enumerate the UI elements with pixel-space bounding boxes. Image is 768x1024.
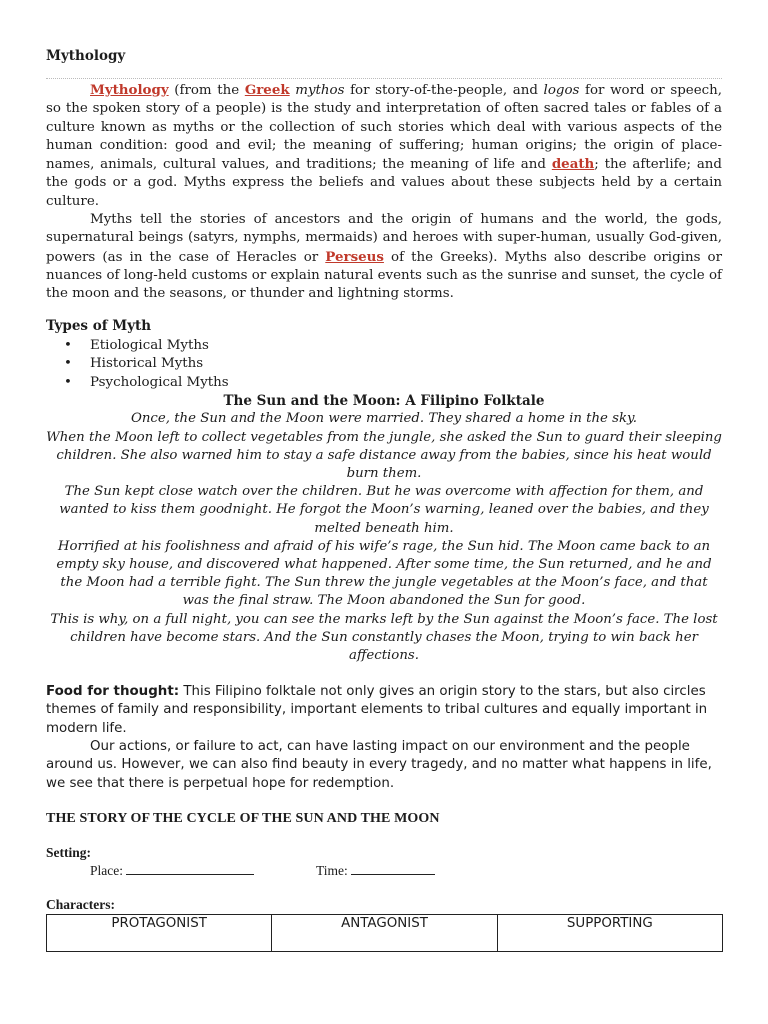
place-label: Place: — [90, 862, 123, 878]
setting-label: Setting: — [46, 844, 91, 860]
column-antagonist[interactable]: ANTAGONIST — [272, 914, 497, 951]
link-greek[interactable]: Greek — [244, 82, 290, 98]
table-row — [47, 914, 723, 951]
myths-text-2: of the Greeks). Myths also describe origins or nuances of long-held customs or explain natural events such as the sunrise and sunset, the cycle of the moon and the seasons, or thunder and lightning storms. — [46, 249, 722, 302]
link-mythology[interactable]: Mythology — [90, 82, 169, 98]
list-item — [64, 374, 722, 393]
bullet-icon: • — [64, 374, 72, 390]
cycle-heading: THE STORY OF THE CYCLE OF THE SUN AND THE MOON — [46, 810, 440, 826]
list-item — [64, 337, 722, 356]
bullet-icon: • — [64, 356, 72, 372]
list-item-label: Etiological Myths — [90, 337, 209, 353]
intro-text-5: ; the afterlife; and the gods or a god. Myths express the beliefs and values about these subjects held by a certain culture. — [46, 157, 722, 209]
place-field — [90, 863, 254, 879]
story-title: The Sun and the Moon: A Filipino Folktale — [223, 393, 545, 410]
story-paragraph: The Sun kept close watch over the children. But he was overcome with affection for them, and wanted to kiss them goodnight. He forgot the Moon’s warning, leaned over the babies, and they melted beneath him. — [59, 484, 709, 536]
link-perseus[interactable]: Perseus — [325, 248, 384, 265]
characters-label: Characters: — [46, 896, 115, 912]
time-field — [316, 863, 435, 879]
food-for-thought-label: Food for thought: — [46, 684, 180, 700]
intro-text-1: (from the — [168, 83, 245, 98]
column-protagonist[interactable]: PROTAGONIST — [47, 914, 272, 951]
list-item-label: Historical Myths — [90, 356, 204, 372]
list-item — [64, 355, 722, 374]
setting-row — [46, 863, 722, 883]
column-supporting[interactable]: SUPPORTING — [497, 914, 722, 951]
myths-text-1: Myths tell the stories of ancestors and the origin of humans and the world, the gods, supernatural beings (satyrs, nymphs, mermaids) and heroes with super-human, usually God-given, powers (as in the case of Heracles or — [46, 212, 722, 265]
characters-table — [46, 914, 723, 952]
divider — [46, 78, 722, 79]
reflection-paragraph: Our actions, or failure to act, can have lasting impact on our environment and the people around us. However, we can also find beauty in every tragedy, and no matter what happens in life, we see that there is perpetual hope for redemption. — [46, 739, 712, 791]
word-mythos: mythos — [295, 83, 345, 98]
story-paragraph: Once, the Sun and the Moon were married. They shared a home in the sky. — [130, 411, 638, 427]
time-blank[interactable] — [351, 863, 435, 875]
place-blank[interactable] — [126, 863, 254, 875]
page-title: Mythology — [46, 48, 126, 64]
time-label: Time: — [316, 862, 348, 878]
intro-text-3: for story-of-the-people, and — [344, 83, 544, 98]
types-list — [46, 337, 722, 393]
document-page — [46, 42, 722, 952]
story-paragraph: This is why, on a full night, you can see the marks left by the Sun against the Moon’s face. The lost children have become stars. And the Sun constantly chases the Moon, trying to win back her affections. — [50, 611, 718, 663]
story-paragraph: Horrified at his foolishness and afraid of his wife’s rage, the Sun hid. The Moon came back to an empty sky house, and discovered what happened. After some time, the Sun returned, and he and the Moon had a terrible fight. The Sun threw the jungle vegetables at the Moon’s face, and that was the final straw. The Moon abandoned the Sun for good. — [56, 538, 712, 609]
link-death[interactable]: death — [551, 156, 595, 173]
intro-paragraph — [46, 81, 722, 211]
types-heading: Types of Myth — [46, 317, 152, 334]
list-item-label: Psychological Myths — [90, 374, 229, 390]
bullet-icon: • — [64, 337, 72, 353]
word-logos: logos — [543, 83, 580, 98]
myths-paragraph — [46, 211, 722, 303]
story-paragraph: When the Moon left to collect vegetables from the jungle, she asked the Sun to guard their sleeping children. She also warned him to stay a safe distance away from the babies, since his heat would burn them. — [46, 429, 722, 481]
food-for-thought-text: This Filipino folktale not only gives an origin story to the stars, but also circles themes of family and responsibility, important elements to tribal cultures and equally important in modern life. — [46, 684, 708, 736]
food-for-thought-paragraph — [46, 683, 722, 738]
intro-text-4: for word or speech, so the spoken story of a people) is the study and interpretation of often sacred tales or fables of a culture known as myths or the collection of such stories which deal with various aspects of the human condition: good and evil; the meaning of suffering; human origins; the origin of place-names, animals, cultural values, and traditions; the meaning of life and — [46, 83, 723, 173]
